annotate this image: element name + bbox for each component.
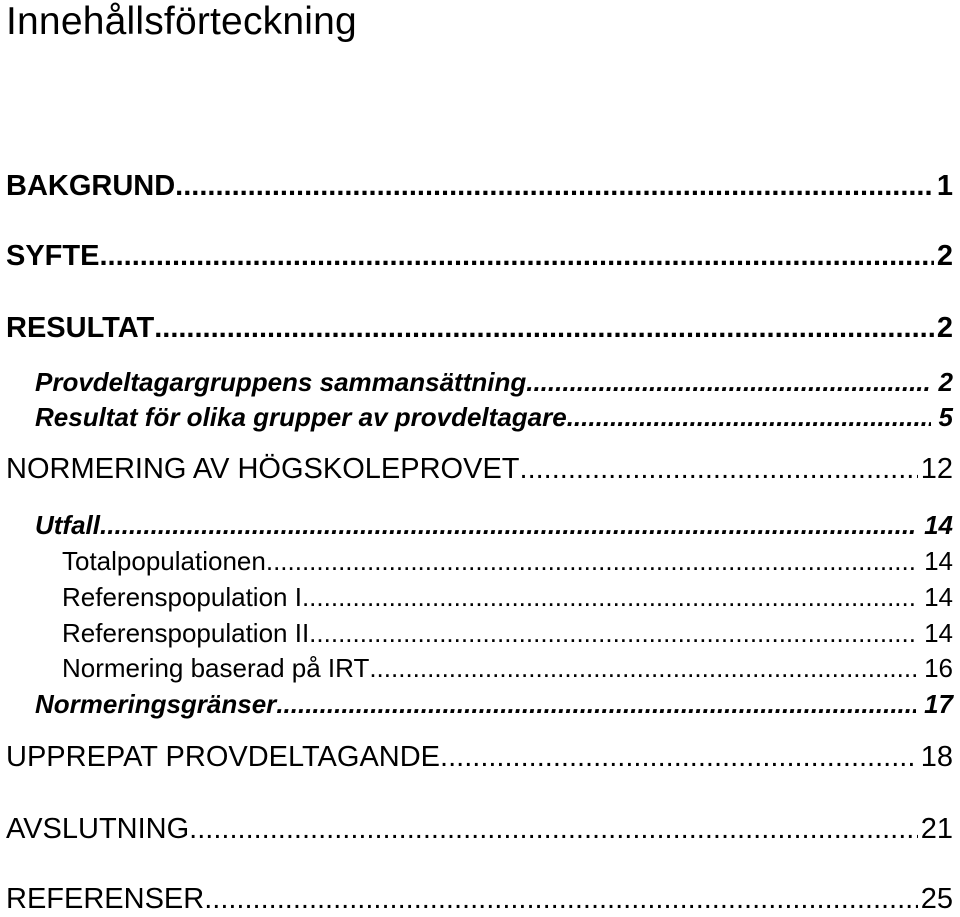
toc-page-number: 18 [920,741,953,773]
toc-entry-referenspopulation-1[interactable] [62,581,953,613]
toc-entry-normeringsgranser[interactable] [35,688,953,720]
toc-entry-label: Provdeltagargruppens sammansättning [35,367,527,397]
toc-leader-dots [204,881,918,917]
toc-leader-dots [526,366,930,398]
toc-page-number: 14 [924,546,953,576]
toc-entry-label: Referenspopulation I [62,582,302,612]
toc-leader-dots [189,811,918,847]
toc-entry-label: Resultat för olika grupper av provdeltagare [35,402,567,432]
toc-leader-dots [154,310,934,346]
toc-page-number: 16 [924,653,953,683]
toc-leader-dots [567,401,931,433]
toc-leader-dots [369,652,916,684]
toc-entry-upprepat-provdeltagande[interactable] [6,739,953,775]
toc-page-number: 5 [938,402,953,432]
toc-leader-dots [276,688,916,720]
toc-page-number: 17 [924,689,953,719]
toc-entry-label: UPPREPAT PROVDELTAGANDE [6,741,441,773]
toc-entry-avslutning[interactable] [6,811,953,847]
toc-entry-label: BAKGRUND [6,170,176,202]
toc-page-number: 14 [924,618,953,648]
toc-leader-dots [266,545,916,577]
toc-entry-label: RESULTAT [6,312,155,344]
toc-entry-label: Normeringsgränser [35,689,277,719]
toc-leader-dots [175,168,934,204]
toc-leader-dots [99,238,933,274]
toc-entry-referenser[interactable] [6,881,953,917]
toc-page-number: 12 [920,453,953,485]
toc-page-number: 14 [924,510,953,540]
toc-page-number: 21 [920,813,953,845]
toc-leader-dots [520,451,918,487]
toc-entry-label: Normering baserad på IRT [62,653,370,683]
toc-page-number: 2 [936,240,953,272]
toc-page-number: 2 [938,367,953,397]
toc-entry-normering[interactable] [6,451,953,487]
toc-page-number: 1 [936,170,953,202]
toc-entry-syfte[interactable] [6,238,953,274]
toc-leader-dots [440,739,918,775]
toc-entry-label: SYFTE [6,240,100,272]
toc-entry-label: Referenspopulation II [62,618,310,648]
toc-entry-label: Totalpopulationen [62,546,266,576]
toc-entry-resultat-grupper[interactable] [35,401,953,433]
toc-leader-dots [100,509,916,541]
toc-entry-label: AVSLUTNING [6,813,190,845]
toc-entry-label: NORMERING AV HÖGSKOLEPROVET [6,453,520,485]
toc-page-number: 14 [924,582,953,612]
toc-entry-referenspopulation-2[interactable] [62,617,953,649]
toc-entry-label: Utfall [35,510,100,540]
toc-entry-utfall[interactable] [35,509,953,541]
toc-leader-dots [302,581,916,613]
toc-entry-label: REFERENSER [6,883,205,915]
toc-entry-normering-irt[interactable] [62,652,953,684]
toc-entry-provdeltagargruppens-sammansattning[interactable] [35,366,953,398]
toc-page-number: 25 [920,883,953,915]
toc-page-number: 2 [936,312,953,344]
toc-leader-dots [309,617,916,649]
toc-entry-totalpopulationen[interactable] [62,545,953,577]
toc-entry-resultat[interactable] [6,310,953,346]
page-title: Innehållsförteckning [6,0,357,43]
toc-entry-bakgrund[interactable] [6,168,953,204]
